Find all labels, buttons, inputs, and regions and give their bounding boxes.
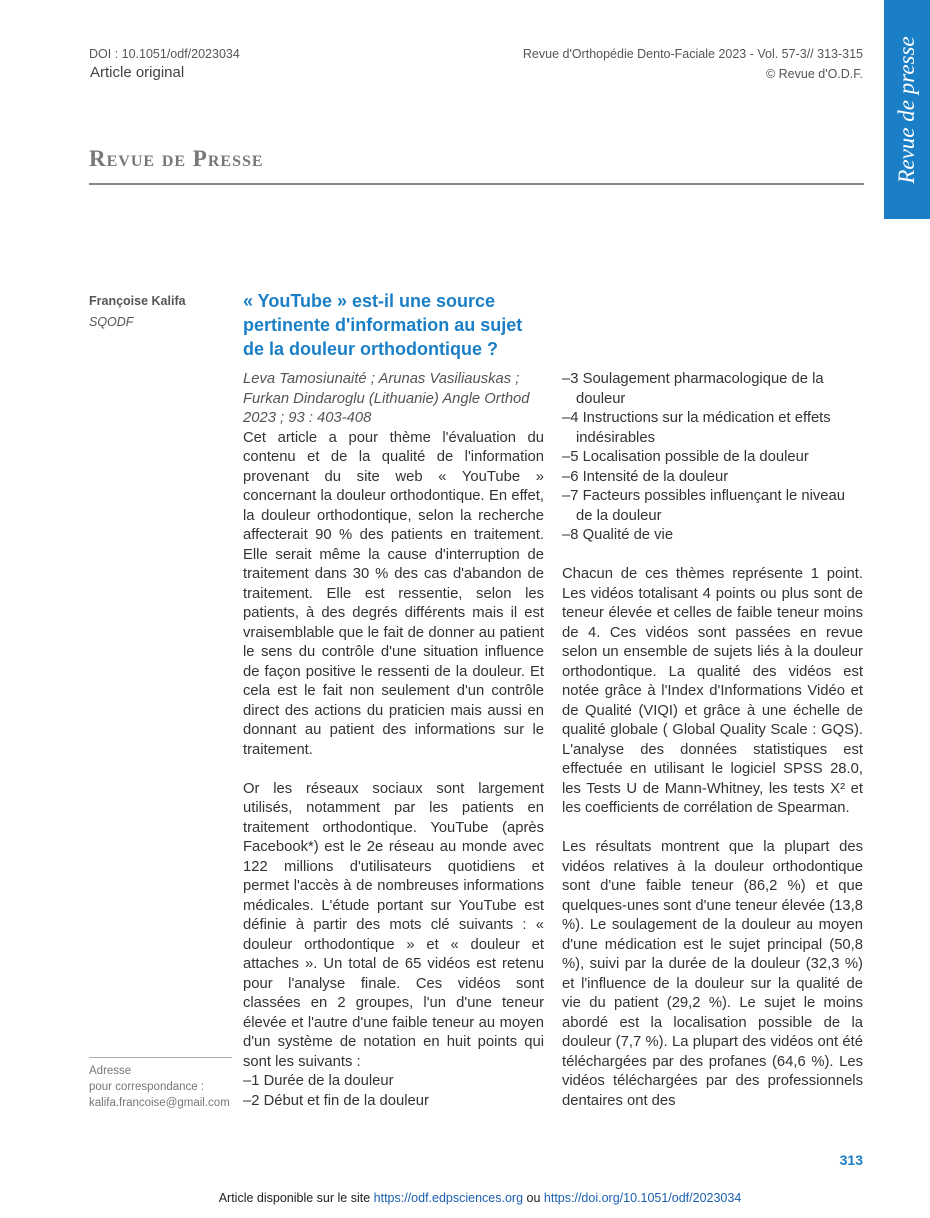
text-column-1: [243, 370, 544, 1111]
footer-link-doi[interactable]: https://doi.org/10.1051/odf/2023034: [543, 1191, 742, 1205]
paragraph: Or les réseaux sociaux sont largement utilisés, notamment par les patients en traitement orthodontique. YouTube (après Facebook*) est le 2e réseau au monde avec 122 millions d'utilisateurs quotidiens et permet l'accès à de nombreuses informations médicales. L'étude portant sur YouTube est définie à partir des mots clé suivants : « douleur orthodontique » et « douleur et attaches ». Un total de 65 vidéos est retenu pour l'analyse finale. Ces vidéos sont classées en 2 groupes, l'un d'une teneur élevée et l'autre d'une faible teneur au moyen d'un système de notation en huit points qui sont les suivants :: [243, 780, 544, 1070]
list-item: – 2 Début et fin de la douleur: [243, 1092, 544, 1112]
text-column-2: [562, 370, 863, 1111]
journal-citation: Revue d'Orthopédie Dento-Faciale 2023 - Vol. 57-3// 313-315: [522, 47, 863, 61]
paragraph: Cet article a pour thème l'évaluation du contenu et de la qualité de l'information provenant du site web « YouTube » concernant la douleur orthodontique. En effet, la douleur orthodontique, selon la recherche affecterait 90 % des patients en traitement. Elle serait même la cause d'interruption de traitement dans 30 % des cas d'abandon de traitement. Elle est ressentie, selon les patients, à des degrés différents mais il est vraisemblable que le fait de donner au patient le sens du contrôle d'une situation influence de façon positive le ressenti de la douleur. Et cela est le fait non seulement d'un contrôle direct des actions du praticien mais aussi en donnant au patient des informations sur le traitement.: [243, 429, 544, 758]
criteria-list: [243, 1072, 544, 1111]
doi-text: DOI : 10.1051/odf/2023034: [89, 47, 240, 61]
section-title: Revue de Presse: [89, 146, 264, 171]
section-divider: [89, 183, 864, 185]
author-affiliation: SQODF: [89, 315, 134, 329]
list-item: – 1 Durée de la douleur: [243, 1072, 544, 1092]
footer: [0, 1191, 930, 1205]
correspondence-label: pour correspondance :: [89, 1081, 205, 1093]
page-number: 313: [839, 1152, 863, 1168]
paragraph: Les résultats montrent que la plupart des vidéos relatives à la douleur orthodontique sont d'une faible teneur (86,2 %) et que quelques-unes sont d'une teneur élevée (13,8 %). Le soulagement de la douleur au moyen d'une médication est le sujet principal (50,8 %), suivi par la durée de la douleur (32,3 %) et l'influence de la douleur sur la qualité de vie du patient (29,2 %). Le sujet le moins abordé est la localisation possible de la douleur (7,7 %). La plupart des vidéos ont été téléchargées par des profanes (64,6 %). Les vidéos téléchargées par des professionnels dentaires ont des: [562, 839, 863, 1109]
side-tab: [884, 0, 930, 219]
criteria-list-continued: [562, 370, 863, 546]
article-type: Article original: [90, 64, 185, 81]
correspondence-block: [89, 1063, 230, 1111]
list-item: – 6 Intensité de la douleur: [562, 468, 863, 488]
footer-link-site[interactable]: https://odf.edpsciences.org: [373, 1191, 524, 1205]
footer-text: ou: [523, 1191, 544, 1205]
author-name: Françoise Kalifa: [89, 294, 186, 308]
paragraph: Chacun de ces thèmes représente 1 point. Les vidéos totalisant 4 points ou plus sont de teneur élevée et celles de faible teneur moins de 4. Ces vidéos sont passées en revue selon un ensemble de sujets liés à la douleur orthodontique. La qualité des vidéos est notée grâce à l'Index d'Informations Vidéo et de Qualité (VIQI) et grâce à une échelle de qualité globale ( Global Quality Scale : GQS). L'analyse des données statistiques est effectuée en utilisant le logiciel SPSS 28.0, les Tests U de Mann-Whitney, les tests X² et les coefficients de corrélation de Spearman.: [562, 566, 863, 816]
list-item: – 4 Instructions sur la médication et effets indésirables: [562, 409, 863, 448]
list-item: – 3 Soulagement pharmacologique de la douleur: [562, 370, 863, 409]
correspondence-email[interactable]: kalifa.francoise@gmail.com: [89, 1097, 230, 1109]
list-item: – 5 Localisation possible de la douleur: [562, 448, 863, 468]
article-reference: Leva Tamosiunaité ; Arunas Vasiliauskas ; Furkan Dindaroglu (Lithuanie) Angle Orthod 2023 ; 93 : 403-408: [243, 371, 530, 426]
footer-text: Article disponible sur le site: [218, 1191, 374, 1205]
side-tab-label: Revue de presse: [894, 35, 919, 184]
copyright-notice: © Revue d'O.D.F.: [765, 67, 863, 81]
correspondence-label: Adresse: [89, 1065, 132, 1077]
list-item: – 7 Facteurs possibles influençant le niveau de la douleur: [562, 487, 863, 526]
correspondence-divider: [89, 1057, 232, 1058]
list-item: – 8 Qualité de vie: [562, 526, 863, 546]
article-title: « YouTube » est-il une source pertinente d'information au sujet de la douleur orthodontique ?: [243, 291, 523, 359]
